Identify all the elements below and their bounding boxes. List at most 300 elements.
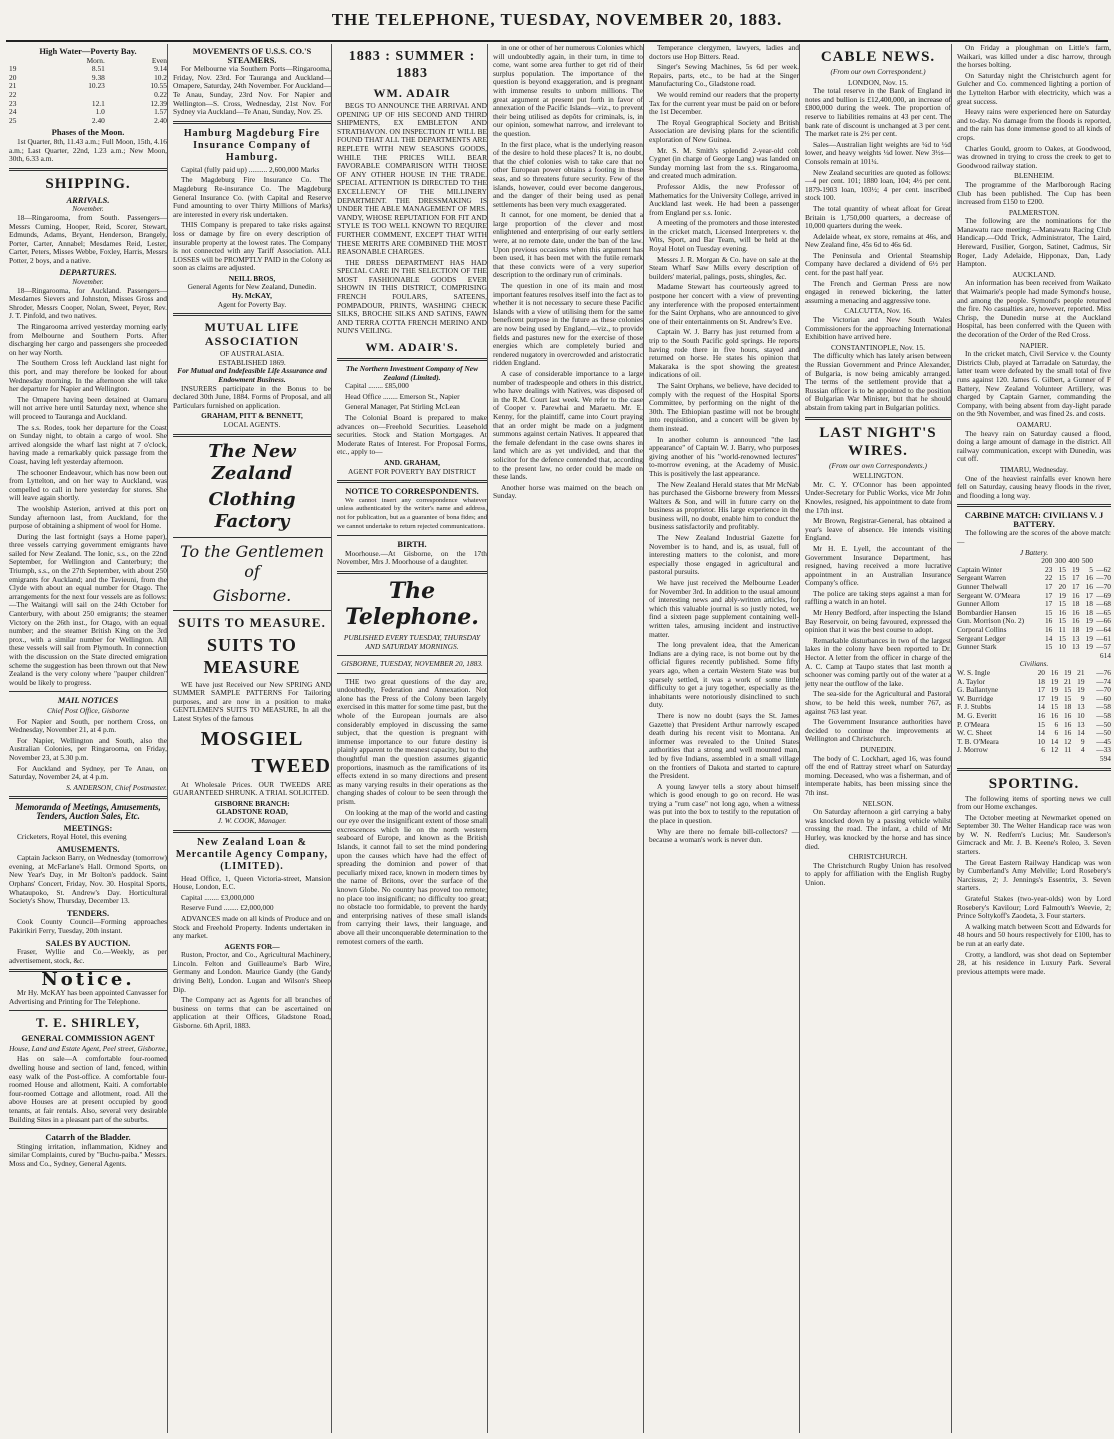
- local-news-paragraph: Mr. S. M. Smith's splendid 2-year-old colt Cygnet (in charge of George Lang) was landed on Sunday morning last from the s.s. Ringarooma, and created much admiration.: [649, 145, 799, 181]
- civilians-score-row-cell: 12: [1063, 736, 1072, 746]
- cable-place: CONSTANTINOPLE, Nov. 15.: [831, 342, 925, 352]
- tide-row-cell: 19: [9, 64, 17, 74]
- cable-paragraph: The French and German Press are now engaged in renewed bickering, the latter assuming a menacing and aggressive tone.: [805, 278, 951, 305]
- moon-text: 1st Quarter, 8th, 11.43 a.m.; Full Moon, 15th, 4.16 a.m.; Last Quarter, 22nd, 1.23 a.m.; New Moon, 30th, 6.33 a.m.: [9, 136, 167, 164]
- adair-text: BEGS TO ANNOUNCE THE ARRIVAL AND OPENING UP OF HIS SECOND AND THIRD SHIPMENTS, EX EMBLETON AND STRATHAVON. ON INSPECTION IT WILL BE FOUND THAT ALL THE DEPARTMENTS ARE REPLETE WITH NEW SEASONS GOODS, WHILE THE PRICES WILL BEAR FAVORABLE COMPARISON WITH THOSE OF ANY OTHER HOUSE IN THE TRADE. SPECIAL ATTENTION IS DIRECTED TO THE EXCELLENCY OF THE MILLINERY DEPARTMENT. THE DRESSMAKING IS UNDER THE ABLE MANAGEMENT OF MRS. VANDY, WHOSE REPUTATION FOR FIT AND STYLE IS TOO WELL KNOWN TO REQUIRE FURTHER COMMENT, EXCEPT THAT WITH THESE MERITS ARE COMBINED THE MOST REASONABLE CHARGES.: [337, 101, 487, 257]
- paper-sub: PUBLISHED EVERY TUESDAY, THURSDAY AND SATURDAY MORNINGS.: [343, 632, 481, 651]
- arrivals-text: 18—Ringarooma, from South. Passengers—Messrs Cuming, Hooper, Reid, Scorer, Stewart, Edmunds, Adams, Bryant, Henderson, Brangely, Porter, Carter, Annabel; Mesdames Reid, Lester, Carter, Peters, Misses Webbe, Foxley, Harris, Messrs Potter, 2 boys, and a native.: [9, 212, 167, 265]
- tide-row-cell: 1.57: [154, 107, 167, 117]
- wires-paragraph: The police are taking steps against a man for raffling a watch in an hotel.: [805, 588, 951, 607]
- tweed-heading: TWEED: [251, 754, 331, 777]
- steamer-heading: MOVEMENTS OF U.S.S. CO.'S STEAMERS.: [192, 46, 312, 65]
- wires-paragraph: The Government Insurance authorities have decided to continue the improvements at Wellington and Christchurch.: [805, 717, 951, 744]
- tide-row-cell: 23: [9, 98, 17, 108]
- branch-manager: J. W. COOK, Manager.: [217, 815, 287, 825]
- battery-score-row-cell: Gunner Allom: [957, 599, 1000, 609]
- branch-heading: GISBORNE BRANCH:: [214, 798, 290, 808]
- tide-row-cell: 12.39: [150, 98, 167, 108]
- tide-row-cell: 25: [9, 115, 17, 125]
- battery-score-row-cell: Sergeant Ledger: [957, 633, 1006, 643]
- civilians-score-row-cell: A. Taylor: [957, 676, 986, 686]
- mutual-agent-sub: LOCAL AGENTS.: [223, 420, 281, 429]
- sporting-paragraph: Crotty, a landlord, was shot dead on September 28, at his residence in Luxury Park. Several previous attempts were made.: [957, 949, 1111, 976]
- column-7: [954, 44, 1114, 1433]
- wires-place: NELSON.: [862, 798, 894, 808]
- battery-score-row-cell: 11: [1058, 625, 1066, 634]
- civilians-score-row: [957, 746, 1111, 755]
- loan-footer: The Company act as Agents for all branches of business on terms that can be ascertained on application at their Offices, Gladstone Road, Gisborne. 6th April, 1883.: [173, 995, 331, 1031]
- sporting-paragraph: The following items of sporting news we cull from our Home exchanges.: [957, 793, 1111, 812]
- civilians-score-row-cell: 4: [1080, 745, 1085, 755]
- tide-row-cell: 9.14: [154, 64, 167, 74]
- wires-place: WELLINGTON.: [852, 471, 904, 481]
- departures-text: 18—Ringarooma, for Auckland. Passengers—Mesdames Sievers and Johnston, Misses Gross and Shroder, Messrs Cooper, Nolan, Sweet, Peyer, Rev. J. T. Pinfold, and two natives.: [9, 285, 167, 321]
- northern-office: Head Office ........ Emerson St., Napier: [345, 391, 460, 401]
- article-paragraph: In the first place, what is the underlying reason of the desire to hold these places? It is, no doubt, that the chief colonies wish to take care that no other European power obtains a footing in these seas, and so threatens future security. Few of the islands, however, could ever become dangerous, and the danger of their being used as penal settlements has been very much exaggerated.: [493, 139, 643, 209]
- civilians-score-row-cell: 14: [1037, 728, 1045, 738]
- wires-paragraph: Heavy rains were experienced here on Saturday and to-day. No damage from the floods is reported, and the rain has done immense good to all kinds of crops.: [957, 107, 1111, 142]
- tide-row-cell: 1.0: [95, 107, 105, 117]
- shipping-news-paragraph: The woolship Asterion, arrived at this port on Sunday afternoon last, from Auckland, for the purpose of obtaining a shipment of wool for Home.: [9, 503, 167, 531]
- notice-title: Notice.: [41, 969, 135, 991]
- local-news-paragraph: There is now no doubt (says the St. James Gazette) that President Arthur narrowly escaped death during his recent visit to Montana. An informer was revealed to the United States authorities that a strong and well mounted man, led by five Indians, assembled in a small village on the frontiers of Dakota and started to capture the President.: [649, 710, 799, 781]
- civilians-score-row-cell: 19: [1050, 685, 1059, 695]
- local-news-paragraph: In another column is announced "the last appearance" of Captain W. J. Barry, who purposes giving another of his "world-renowned lectures" to-morrow evening, at the Academy of Music. This is positively the last appearance.: [649, 434, 799, 478]
- hamburg-local-sub: Agent for Poverty Bay.: [217, 299, 287, 309]
- battery-score-row-cell: 15: [1058, 616, 1066, 626]
- battery-score-row-cell: 19: [1072, 564, 1080, 574]
- tide-row-cell: 10.55: [150, 81, 167, 91]
- article-paragraph: Another horse was maimed on the beach on Sunday.: [493, 482, 643, 501]
- blenheim-text: The programme of the Marlborough Racing Club has been published. The Cup has been increased from £150 to £200.: [957, 179, 1111, 207]
- loan-agents-text: Ruston, Proctor, and Co., Agricultural Machinery, Lincoln. Felton and Guilleaume's Barb Wire, Germany and London. Maurice Gandy (the Gandy driving Belt), London. Lugan and Wilson's Sheep Dip.: [173, 950, 331, 994]
- civilians-score-row-cell: 15: [1050, 702, 1059, 712]
- tide-row: [9, 117, 167, 126]
- memoranda-heading: Memoranda of Meetings, Amusements, Tenders, Auction Sales, Etc.: [15, 802, 161, 821]
- mutual-agent: GRAHAM, PITT & BENNETT,: [201, 411, 303, 421]
- civilians-score-row-cell: 10: [1037, 736, 1045, 746]
- mail-sub: Chief Post Office, Gisborne: [46, 705, 130, 715]
- masthead: THE TELEPHONE, TUESDAY, NOVEMBER 20, 1883.: [331, 10, 783, 29]
- civilians-score-row-cell: 14: [1037, 702, 1045, 712]
- battery-score-row-cell: Gunner Stark: [957, 642, 997, 652]
- battery-score-row-cell: 16: [1058, 607, 1066, 617]
- civilians-score-row-cell: 19: [1050, 693, 1059, 703]
- shirley-text: Has on sale—A comfortable four-roomed dwelling house and section of land, fenced, within easy walk of the Post-office. A comfortable four-roomed House and allotment, Kaiti. A comfortable four-roomed Cottage and allotment, road. All the above Houses are at present occupied by good tenants, at fair rentals. Also, several very desirable Building Sites in a pleasant part of the suburbs.: [9, 1054, 167, 1124]
- civilians-score-row-cell: 12: [1050, 745, 1059, 755]
- mutual-text: INSURERS participate in the Bonus to be declared 30th June, 1884. Forms of Proposal, and all Particulars furnished on application.: [173, 383, 331, 410]
- mutual-heading: MUTUAL LIFE ASSOCIATION: [204, 320, 300, 349]
- civilians-score-row-cell: 15: [1063, 685, 1072, 695]
- cable-paragraph: New Zealand securities are quoted as follows:—4 per cent. 101; 1880 loan, 104; 4½ per cent. 1879-1903 loan, 103½; 4 per cent. inscribed stock 100.: [805, 167, 951, 203]
- civilians-score-row-cell: 14: [1050, 736, 1059, 746]
- local-news-paragraph: Professor Aldis, the new Professor of Mathematics for the University College, arrived in Auckland last week. He had been a passenger from England per s.s. Ionic.: [649, 181, 799, 217]
- mutual-line: For Mutual and Indefeasible Life Assurance and Endowment Business.: [177, 366, 327, 385]
- loan-agents-heading: AGENTS FOR—: [224, 941, 280, 951]
- gentlemen-heading-2: Gisborne.: [212, 585, 292, 605]
- civilians-score-row-cell: 21: [1063, 676, 1072, 686]
- hamburg-text2: THIS Company is prepared to take risks against loss or damage by fire on every description of insurable property at the lowest rates. The Company is not connected with any Tariff Association. ALL LOSSES will be PROMPTLY PAID in the Colony as soon as claims are adjusted.: [173, 220, 331, 273]
- battery-score-row-cell: —62: [1096, 564, 1111, 574]
- civilians-score-row-cell: 14: [1077, 728, 1085, 738]
- battery-score-row-cell: 17: [1072, 582, 1080, 592]
- tide-row-cell: 21: [9, 81, 17, 91]
- civilians-score-row-cell: —76: [1096, 667, 1111, 677]
- sporting-paragraph: Grateful Stakes (two-year-olds) won by Lord Rosebery's Kavilour; Lord Falmouth's Weevie, 2; Prince Soltykoff's Zaodeta, 3. Four starters.: [957, 894, 1111, 921]
- loan-office: Head Office, 1, Queen Victoria-street, Mansion House, London, E.C.: [173, 873, 331, 892]
- cable-paragraph: Sales—Australian light weights are ¼d to ½d lower, and heavy weights ¼d lower. New 3½s—Consols remain at 101¼.: [805, 139, 951, 166]
- battery-score-row-cell: 16: [1072, 616, 1080, 626]
- local-news-paragraph: The Royal Geographical Society and British Association are devising plans for the scientific exploration of New Guinea.: [649, 117, 799, 144]
- local-news-paragraph: A meeting of the promoters and those interested in the cricket match, Licensed Interpreters v. the Wits, Sport, and Bar Team, will be held at the Royal Hotel on Tuesday evening.: [649, 218, 799, 254]
- battery-score-row-cell: 20: [1058, 582, 1066, 592]
- mail-footer: S. ANDERSON, Chief Postmaster.: [66, 782, 167, 792]
- shipping-news-paragraph: The schooner Endeavour, which has now been out from Lyttelton, and on her way to Auckland, was compelled to call in here yesterday for stores. She will leave again shortly.: [9, 467, 167, 503]
- tide-row: [9, 65, 167, 74]
- battery-score-row-cell: 16: [1044, 625, 1053, 634]
- battery-score-row-cell: Gunner Thelwall: [957, 582, 1008, 592]
- battery-score-row-cell: —57: [1096, 642, 1111, 652]
- civilians-score-row-cell: 19: [1077, 676, 1085, 686]
- civilians-score-row-cell: —33: [1096, 745, 1111, 755]
- wires-heading: LAST NIGHT'S WIRES.: [819, 424, 937, 459]
- shipping-news-paragraph: The Ringarooma arrived yesterday morning early from Melbourne and Southern Ports. After discharging her cargo and passengers she proceeded on her way North.: [9, 322, 167, 357]
- correspondents-heading: NOTICE TO CORRESPONDENTS.: [345, 486, 479, 497]
- paper-date: GISBORNE, TUESDAY, NOVEMBER 20, 1883.: [341, 659, 483, 669]
- column-1: [6, 44, 170, 1433]
- battery-score-row-cell: 16: [1085, 582, 1093, 592]
- battery-score-row-cell: 15: [1058, 573, 1066, 583]
- civilians-score-row-cell: 6: [1054, 728, 1059, 738]
- civilians-label: Civilians.: [1019, 659, 1049, 669]
- local-news-paragraph: The Saint Orphans, we believe, have decided to comply with the request of the Hospital Sports Committee, by performing on the night of the 30th. The Ethiopian pastime will not be brought into requisition, and a concert will be given by them instead.: [649, 380, 799, 433]
- birth-heading: BIRTH.: [397, 539, 427, 550]
- battery-score-row-cell: 15: [1044, 642, 1053, 652]
- cable-sub: (From our own Correspondent.): [830, 67, 926, 76]
- battery-score-row-cell: 18: [1072, 599, 1080, 609]
- clothing-heading-1: The New Zealand: [208, 440, 296, 484]
- battery-score-row-cell: 18: [1085, 607, 1093, 617]
- place-heading: OAMARU.: [1016, 419, 1052, 429]
- summer-heading: 1883 : SUMMER : 1883: [348, 49, 476, 81]
- place-heading: NAPIER.: [1019, 340, 1049, 350]
- northern-manager: General Manager, Pat Stirling McLean: [345, 402, 460, 412]
- battery-score-row-cell: 17: [1044, 599, 1053, 609]
- civilians-score-row-cell: W. S. Ingle: [957, 667, 990, 677]
- tide-row: [9, 100, 167, 109]
- civilians-score-row-cell: —74: [1096, 676, 1111, 686]
- hamburg-text: The Magdeburg Fire Insurance Co. The Magdeburg Re-insurance Co. The Magdeburg General Insurance Co. (with Capital and Reserve Fund amounting to over Thirty Millions of Marks) are interested in every risk undertaken.: [173, 175, 331, 219]
- auckland-text: An information has been received from Waikato that Waimarie's people had made Symond's house, and among the people. Symond's people returned the fire. No casualties are, however, reported. Miss Chrisp, the Dunedin nurse at the Auckland Hospital, has been conferred with the Queen with the decoration of the Order of the Red Cross.: [957, 278, 1111, 339]
- mail-heading: MAIL NOTICES: [57, 695, 119, 706]
- civilians-score-row-cell: 16: [1050, 667, 1059, 677]
- local-news-paragraph: The New Zealand Industrial Gazette for November is to hand, and is, as usual, full of interesting matters to the colonist, and more especially those engaged in agricultural and pastoral pursuits.: [649, 533, 799, 577]
- northern-agent-sub: AGENT FOR POVERTY BAY DISTRICT: [348, 466, 476, 476]
- battery-score-row-cell: 19: [1085, 616, 1093, 626]
- civilians-score-row-cell: 18: [1037, 676, 1045, 686]
- loan-heading: New Zealand Loan & Mercantile Agency Company, (LIMITED).: [175, 836, 329, 872]
- civilians-score-row-cell: 17: [1037, 693, 1045, 703]
- score-col-head: 200: [1041, 556, 1053, 566]
- tide-row-cell: 20: [9, 72, 17, 82]
- departures-heading: DEPARTURES.: [59, 267, 117, 278]
- civilians-score-row-cell: 16: [1037, 710, 1045, 720]
- battery-score-row-cell: 16: [1072, 607, 1080, 617]
- northern-agent: AND. GRAHAM,: [383, 457, 441, 467]
- tide-row-cell: 9.38: [91, 72, 105, 82]
- shirley-name: T. E. SHIRLEY,: [36, 1015, 140, 1031]
- battery-score-row-cell: 23: [1044, 564, 1053, 574]
- civilians-score-row-cell: 9: [1080, 693, 1085, 703]
- battery-score-row-cell: —65: [1096, 607, 1111, 617]
- suits-heading-2: SUITS TO MEASURE: [203, 634, 301, 677]
- civilians-score-row-cell: —70: [1096, 685, 1111, 695]
- battery-score-row-cell: Sergeant W. O'Meara: [957, 590, 1020, 600]
- cable-heading: CABLE NEWS.: [820, 49, 936, 65]
- battery-score-row-cell: 18: [1072, 625, 1080, 634]
- wires-paragraph: Mr Brown, Registrar-General, has obtained a year's leave of absence. He intends visiting England.: [805, 516, 951, 543]
- moon-heading: Phases of the Moon.: [51, 127, 125, 138]
- civilians-score-row-cell: F. J. Stubbs: [957, 702, 991, 712]
- battery-score-row-cell: Gun. Morrison (No. 2): [957, 616, 1025, 626]
- suits-text: WE have just Received our New SPRING AND SUMMER SAMPLE PATTERNS For Tailoring purposes, and are now in a position to make GENTLEMEN'S SUITS TO MEASURE, In all the Latest Styles of the famous: [173, 679, 331, 723]
- civilians-score-row-cell: 16: [1063, 728, 1072, 738]
- masthead-rule: [6, 40, 1108, 42]
- civilians-score-table: [957, 669, 1111, 755]
- hamburg-local: Hy. McKAY,: [232, 291, 272, 301]
- shipping-news-paragraph: The s.s. Rodes, took her departure for the Coast on Sunday night, to obtain a cargo of wool. She arrived alongside the wharf last night at 7 o'clock, having made a remarkably quick passage from the Coast, having left yesterday afternoon.: [9, 422, 167, 466]
- battery-score-row-cell: 19: [1085, 642, 1093, 652]
- wires-place: CHRISTCHURCH.: [848, 852, 908, 862]
- tide-row-cell: 12.1: [91, 98, 105, 108]
- local-news-paragraph: A young lawyer tells a story about himself which is good enough to go on record. He was trying a "rum case" not long ago, when a witness was put into the box to testify to the reputation of the place in question.: [649, 781, 799, 826]
- mail-paragraph: For Napier and South, per northern Cross, on Wednesday, November 21, at 4 p.m.: [9, 716, 167, 735]
- column-6: [802, 44, 954, 1433]
- notice-text: Mr Hy. McKAY has been appointed Canvasser for Advertising and Printing for The Telephone.: [9, 988, 167, 1006]
- branch-road: GLADSTONE ROAD,: [216, 807, 288, 817]
- battery-score-row-cell: —70: [1096, 582, 1111, 592]
- civilians-score-row-cell: 18: [1063, 702, 1072, 712]
- oamaru-text: The heavy rain on Saturday caused a flood, doing a large amount of damage in the district. All railway communication, except with Dunedin, was cut off.: [957, 428, 1111, 464]
- battery-score-row-cell: 19: [1085, 625, 1093, 634]
- civilians-score-row-cell: —45: [1096, 736, 1111, 746]
- civilians-score-row-cell: 13: [1077, 702, 1085, 712]
- civilians-score-row-cell: G. Ballantyne: [957, 685, 999, 695]
- battery-score-row-cell: 16: [1085, 573, 1093, 583]
- battery-score-row-cell: 15: [1058, 564, 1066, 574]
- editorial-paragraph: THE two great questions of the day are, undoubtedly, Federation and Annexation. Not alone has the Press of the Colony been largely exercised in this matter for some time past, but the whole of the European journals are also considerably employed in discussing the same subject, that the question is pregnant with immense importance to our future destiny is plainly apparent to the meanest capacity, but to the thoughtful man the question assumes gigantic proportions, inasmuch as the ramifications of its effects extend in so many directions and present as many varying results in their operations as the changing shades of colour to be seen through the prism.: [337, 676, 487, 806]
- civilians-score-row-cell: —50: [1096, 719, 1111, 729]
- mosgiel-heading: MOSGIEL: [200, 727, 304, 750]
- place-heading: BLENHEIM.: [1013, 171, 1055, 181]
- cable-place: LONDON, Nov. 15.: [847, 77, 909, 87]
- arrivals-month: November.: [72, 204, 104, 214]
- tide-row: [9, 82, 167, 91]
- civilians-score-row-cell: 20: [1037, 667, 1045, 677]
- civilians-score-row-cell: 21: [1077, 667, 1085, 677]
- shipping-heading: SHIPPING.: [45, 175, 131, 192]
- sporting-paragraph: The October meeting at Newmarket opened on September 30. The Welter Handicap race was won by W. N. Redfern's Lucius; Mr. Sauderson's Gimcrack and Mr. J. B. Keene's Roleo, 3. Seven starters.: [957, 812, 1111, 857]
- article-paragraph: in one or other of her numerous Colonies which will undoubtedly again, in their turn, in time to come, want some area further to get rid of their surplus population. The importance of the question is beyond exaggeration, and is pregnant with immense results to unborn millions. The great argument at present put forth in favor of annexation of the Pacific Islands—viz., to prevent their being utilised as depôts for criminals, is, in our opinion, somewhat narrow, and irrelevant to the question.: [493, 44, 643, 138]
- local-news-paragraph: Singer's Sewing Machines, 5s 6d per week. Repairs, parts, etc., to be had at the Singer Manufacturing Co., Gladstone road.: [649, 62, 799, 89]
- local-news-paragraph: We have just received the Melbourne Leader for November 3rd. In addition to the usual amount of interesting news and ably-written articles, for which this valuable journal is so justly noted, we find a sixteen page supplement containing well-written tales, amusing incident and instructive matter.: [649, 578, 799, 639]
- sporting-paragraph: A walking match between Scott and Edwards for 48 hours and 50 hours respectively for £100, has to be run at an early date.: [957, 921, 1111, 948]
- battery-score-row-cell: 15: [1058, 633, 1066, 643]
- battery-score-row-cell: —69: [1096, 590, 1111, 600]
- hamburg-heading: Hamburg Magdeburg Fire Insurance Company of Hamburg.: [183, 127, 321, 163]
- cable-place: CALCUTTA, Nov. 16.: [844, 306, 912, 316]
- hamburg-capital: Capital (fully paid up) .......... 2,600,000 Marks: [181, 164, 320, 174]
- column-2: [170, 44, 334, 1433]
- cable-paragraph: The Peninsula and Oriental Steamship Company have declared a dividend of 6½ per cent. for the past half year.: [805, 250, 951, 278]
- hamburg-agent: NEILL BROS,: [228, 273, 276, 283]
- civilians-score-row-cell: W. C. Sheet: [957, 728, 993, 738]
- battery-score-row-cell: Corporal Collins: [957, 625, 1007, 634]
- cable-calcutta: The Victorian and New South Wales Commissioners for the approaching International Exhibition have arrived here.: [805, 315, 951, 342]
- wires-place: DUNEDIN.: [860, 744, 896, 754]
- civilians-score-row-cell: 16: [1050, 710, 1059, 720]
- battery-score-row-cell: 17: [1072, 573, 1080, 583]
- wires-paragraph: Remarkable disturbances in two of the largest lakes in the colony have been reported to Dr. Hector. A letter from the officer in charge of the A. C. Camp at Taupo states that last month a schooner was coming partly out of the water at a jetty near the outflow of the lake.: [805, 635, 951, 688]
- tide-heading: High Water—Poverty Bay.: [39, 46, 137, 56]
- civilians-score-row-cell: 13: [1077, 719, 1085, 729]
- battery-label: J Battery.: [1019, 547, 1049, 557]
- civilians-score-row-cell: —60: [1096, 693, 1111, 703]
- civilians-score-row-cell: 17: [1037, 685, 1045, 695]
- shirley-title: GENERAL COMMISSION AGENT: [21, 1033, 155, 1044]
- local-news-paragraph: Madame Stewart has courteously agreed to postpone her concert with a view of preventing any interference with the proposed entertainment for the Saint Orphans, who are announced to give one of their entertainments on St. Andrew's Eve.: [649, 282, 799, 326]
- civilians-score-row-cell: —58: [1096, 710, 1111, 720]
- battery-score-row-cell: 16: [1072, 590, 1080, 600]
- battery-score-row-cell: —61: [1096, 633, 1111, 643]
- battery-score-row-cell: 17: [1044, 582, 1053, 592]
- adair-text2: THE DRESS DEPARTMENT HAS HAD SPECIAL CARE IN THE SELECTION OF THE MOST FASHIONABLE GOODS EVER SHOWN IN THIS DISTRICT, COMPRISING FRENCH FOULARS, SATEENS, POMPADOUR, PRINTS, WASHING CHECK SILKS, BROCHE SILKS AND SATINS, FAWN AND TERRA COTTA FRENCH MERINO AND NUN'S VEILING.: [337, 257, 487, 336]
- correspondents-text: We cannot insert any correspondence whatever unless authenticated by the writer's name and address, not for publication, but as a guarantee of bona fides; and we cannot undertake to return rejected communications.: [337, 496, 487, 530]
- carbine-intro: The following are the scores of the above match:—: [957, 528, 1111, 547]
- wires-christchurch: The Christchurch Rugby Union has resolved to apply for affiliation with the English Rugby Union.: [805, 860, 951, 887]
- wires-paragraph: The sea-side for the Agricultural and Pastoral show, to be held this week, number 767, as against 763 last year.: [805, 689, 951, 716]
- column-3: [334, 44, 490, 1433]
- local-news-paragraph: Messrs J. R. Morgan & Co. have on sale at the Steam Wharf Saw Mills every description of builders' material, palings, posts, shingles, &c.: [649, 254, 799, 281]
- cable-paragraph: The total reserve in the Bank of England in notes and bullion is £12,400,000, an increase of £800,000 during the week. The proportion of reserve to liabilities remains at 43 per cent. The bank rate of discount is unchanged at 3 per cent. The market rate is 2½ per cent.: [805, 86, 951, 139]
- battery-score-row-cell: Bombardier Hansen: [957, 607, 1017, 617]
- tide-row-cell: 10.2: [154, 72, 167, 82]
- civilians-score-row-cell: 6: [1041, 745, 1045, 755]
- tenders-text: Cook County Council—Forming approaches Pakirikiri Ferry, Tuesday, 20th instant.: [9, 917, 167, 936]
- battery-score-row-cell: 19: [1085, 633, 1093, 643]
- column-5: [646, 44, 802, 1433]
- loan-reserve: Reserve Fund ........ £2,000,000: [181, 903, 274, 913]
- meetings-text: Cricketers, Royal Hotel, this evening: [17, 832, 127, 842]
- hamburg-agent-sub: General Agents for New Zealand, Dunedin.: [187, 282, 317, 292]
- civilians-score-row-cell: W. Burridge: [957, 693, 994, 703]
- civilians-score-row-cell: 19: [1077, 685, 1085, 695]
- tide-row-cell: 24: [9, 107, 17, 117]
- place-heading: TIMARU, Wednesday.: [1000, 464, 1068, 474]
- column-4: [490, 44, 646, 1433]
- meetings-heading: MEETINGS:: [63, 822, 113, 833]
- place-heading: AUCKLAND.: [1012, 269, 1056, 279]
- editorial-paragraph: On looking at the map of the world and casting our eye over the insignificant extent of those small excrescences which lie on the north western seaboard of Europe, and known as the British Islands, it cannot fail to set the mind pondering upon the causes which have had the effect of spreading the dominion and power of that peculiarly mixed race, known in modern times by the name of Britons, over the surface of the known Globe. No country has proved too remote; no place too insignificant; no difficulty too great; no obstacle too formidable, to prevent the hardy and enterprising natives of these small islands from carrying their laws, their language, and above all their unconquerable determination to the remotest corners of the earth.: [337, 807, 487, 946]
- wires-nelson: On Saturday afternoon a girl carrying a baby was knocked down by a passing vehicle whilst crossing the road. The infant, a child of Mr Hurley, was knocked by the horse and has since died.: [805, 807, 951, 851]
- civilians-score-row-cell: 6: [1054, 719, 1059, 729]
- napier-text: In the cricket match, Civil Service v. the County Districts Club, played at Tarradale on Saturday, the latter team were defeated by the small total of five runs against 120. James G. Gilbert, a Gunner of F Battery, New Zealand Volunteer Artillery, was charged by Captain Garner, commanding the Company, with being absent from day-light parade on the 9th November, and was fined 2s. and costs.: [957, 349, 1111, 419]
- civilians-score-row-cell: 10: [1077, 710, 1085, 720]
- shirley-sub: House, Land and Estate Agent, Peel street, Gisborne,: [9, 1043, 167, 1053]
- catarrh-heading: Catarrh of the Bladder.: [45, 1132, 131, 1143]
- civilians-score-row-cell: —58: [1096, 702, 1111, 712]
- cable-paragraph: The total quantity of wheat afloat for Great Britain is 1,750,000 quarters, a decrease of 10,000 quarters during the week.: [805, 203, 951, 231]
- battery-total: 614: [1099, 650, 1111, 660]
- amusements-heading: AMUSEMENTS.: [56, 843, 120, 854]
- wires-paragraph: Mr H. E. Lyell, the accountant of the Government Insurance Department, has resigned, having received a more lucrative appointment in an Australian Insurance Company's office.: [805, 543, 951, 588]
- suits-heading-1: SUITS TO MEASURE.: [178, 614, 326, 630]
- wires-dunedin: The body of C. Lockhart, aged 16, was found off the end of Rattray street wharf on Saturday morning. Deceased, who was a fisherman, and of intemperate habits, has been missing since the 7th inst.: [805, 753, 951, 797]
- local-news-paragraph: Temperance clergymen, lawyers, ladies and doctors use Hop Bitters. Read.: [649, 44, 799, 61]
- tenders-heading: TENDERS.: [66, 907, 110, 918]
- battery-score-row-cell: Captain Winter: [957, 564, 1002, 574]
- wires-paragraph: On Friday a ploughman on Little's farm, Waikari, was killed under a disc harrow, through the horses bolting.: [957, 44, 1111, 70]
- northern-capital: Capital ........ £85,000: [345, 381, 409, 391]
- amusements-text: Captain Jackson Barry, on Wednesday (tomorrow) evening, at McFarlane's Hall. Ormond Sports, on New Year's Day, in Mr Bolton's paddock. Saint Orphans' Concert, Friday, Nov. 30. Hospital Sports, Whataupoko, St. Andrew's Day. Horticultural Society's Show, Thursday, December 13.: [9, 853, 167, 906]
- civilians-total: 594: [1099, 753, 1111, 763]
- sales-heading: SALES BY AUCTION.: [45, 937, 131, 948]
- tide-row-cell: 10.23: [88, 81, 105, 91]
- tide-row-cell: 2.40: [154, 115, 167, 125]
- timaru-text: One of the heaviest rainfalls ever known here fell on Saturday, causing heavy floods in the river, and flooding a long way.: [957, 473, 1111, 500]
- battery-score-row-cell: 16: [1044, 616, 1053, 626]
- article-paragraph: It cannot, for one moment, be denied that a large proportion of the clever and most enlightened and enterprising of our early settlers were, at no remote date, under the ban of the law. Upon previous occasions when this argument has been used, it has been met with the futile remark that these convicts were of a very superior description to the ordinary run of criminals.: [493, 210, 643, 280]
- civilians-score-row-cell: 19: [1050, 676, 1059, 686]
- tide-table: [9, 57, 167, 126]
- loan-capital: Capital ........ £3,000,000: [181, 892, 255, 902]
- shipping-news-paragraph: The Southern Cross left Auckland last night for this port, and may therefore be looked for about Wednesday morning. In the afternoon she will take her departure for Napier and Wellington.: [9, 358, 167, 394]
- shipping-news-paragraph: The Omapere having been detained at Oamaru will not arrive here until Saturday next, whence she will proceed to Tauranga and Auckland.: [9, 394, 167, 421]
- loan-text: ADVANCES made on all kinds of Produce and on Stock and Freehold Property. Indents undertaken in any market.: [173, 913, 331, 941]
- sales-text: Fraser, Wyllie and Co.—Weekly, as per advertisement, stock, &c.: [9, 947, 167, 965]
- departures-month: November.: [72, 277, 104, 287]
- northern-heading: The Northern Investment Company of New Zealand (Limited).: [345, 364, 478, 382]
- civilians-score-row-cell: —50: [1096, 728, 1111, 738]
- mutual-est: ESTABLISHED 1869.: [218, 357, 286, 367]
- shipping-news-paragraph: During the last fortnight (says a Home paper), three vessels carrying government emigrants have sailed for New Zealand. The Ionic, s.s., on the 22nd September, for Wellington and Canterbury; the Triumph, s.s., on the 27th September, with about 250 emigrants for Auckland; and the Tavieuni, from the Clyde with about an equal number for Otago. The arrangements for the next four vessels are as follows:—The Waitangi will sail on the 24th October for Canterbury, with about 250 emigrants; the steamer Victory on the 26th inst., for Otago, with an equal number; and the steamer British King on the 3rd prox., with a similar number for Wellington. All these vessels will sail from Plymouth. In connection with the discussion on the State directed emigration scheme the suggestion has been thrown out that New Zealand is the very colony where "pauper children" would be likely to progress.: [9, 531, 167, 687]
- battery-score-row-cell: —64: [1096, 625, 1111, 634]
- northern-text: The Colonial Board is prepared to make advances on—Freehold Securities. Leasehold securities. Stock and Station Mortgages. At Moderate Rates of Interest. For Proposal Forms, etc., apply to—: [337, 413, 487, 457]
- battery-score-row-cell: 10: [1058, 642, 1066, 652]
- score-col-head: 300: [1054, 556, 1066, 566]
- battery-score-row-cell: 15: [1058, 599, 1066, 609]
- local-news-paragraph: Captain W. J. Barry has just returned from a trip to the South Pacific gold springs. He reports having rode there in five hours, stayed and returned on horse. He states his opinion that Makaraka is the spot showing the greatest indications of oil.: [649, 327, 799, 380]
- civilians-score-row-cell: M. G. Everitt: [957, 710, 997, 720]
- battery-score-row-cell: 17: [1085, 590, 1093, 600]
- score-col-head: 500: [1081, 556, 1093, 566]
- battery-score-row-cell: 19: [1058, 590, 1066, 600]
- battery-score-row-cell: 13: [1072, 642, 1080, 652]
- tide-col-head: Morn.: [86, 55, 105, 65]
- wires-sub: (From our own Correspondents.): [829, 460, 927, 470]
- battery-score-row-cell: —68: [1096, 599, 1111, 609]
- tide-row-cell: 8.51: [91, 64, 105, 74]
- battery-score-row-cell: 17: [1044, 590, 1053, 600]
- tide-row-cell: 0.22: [154, 89, 167, 99]
- civilians-score-row-cell: T. B. O'Meara: [957, 736, 999, 746]
- civilians-score-row-cell: J. Morrow: [957, 745, 988, 755]
- battery-score-row-cell: —66: [1096, 616, 1111, 626]
- battery-score-row-cell: 18: [1085, 599, 1093, 609]
- paper-title: The Telephone.: [345, 577, 479, 630]
- battery-score-row-cell: 13: [1072, 633, 1080, 643]
- local-news-paragraph: The long prevalent idea, that the American Indians are a dying race, is not borne out by the official figures recently published. Some fifty years ago, when a certain Western State was but sparsely settled, it was a work of some little difficulty to get a jury together, especially as the inhabitants were notoriously disinclined to such duty.: [649, 640, 799, 710]
